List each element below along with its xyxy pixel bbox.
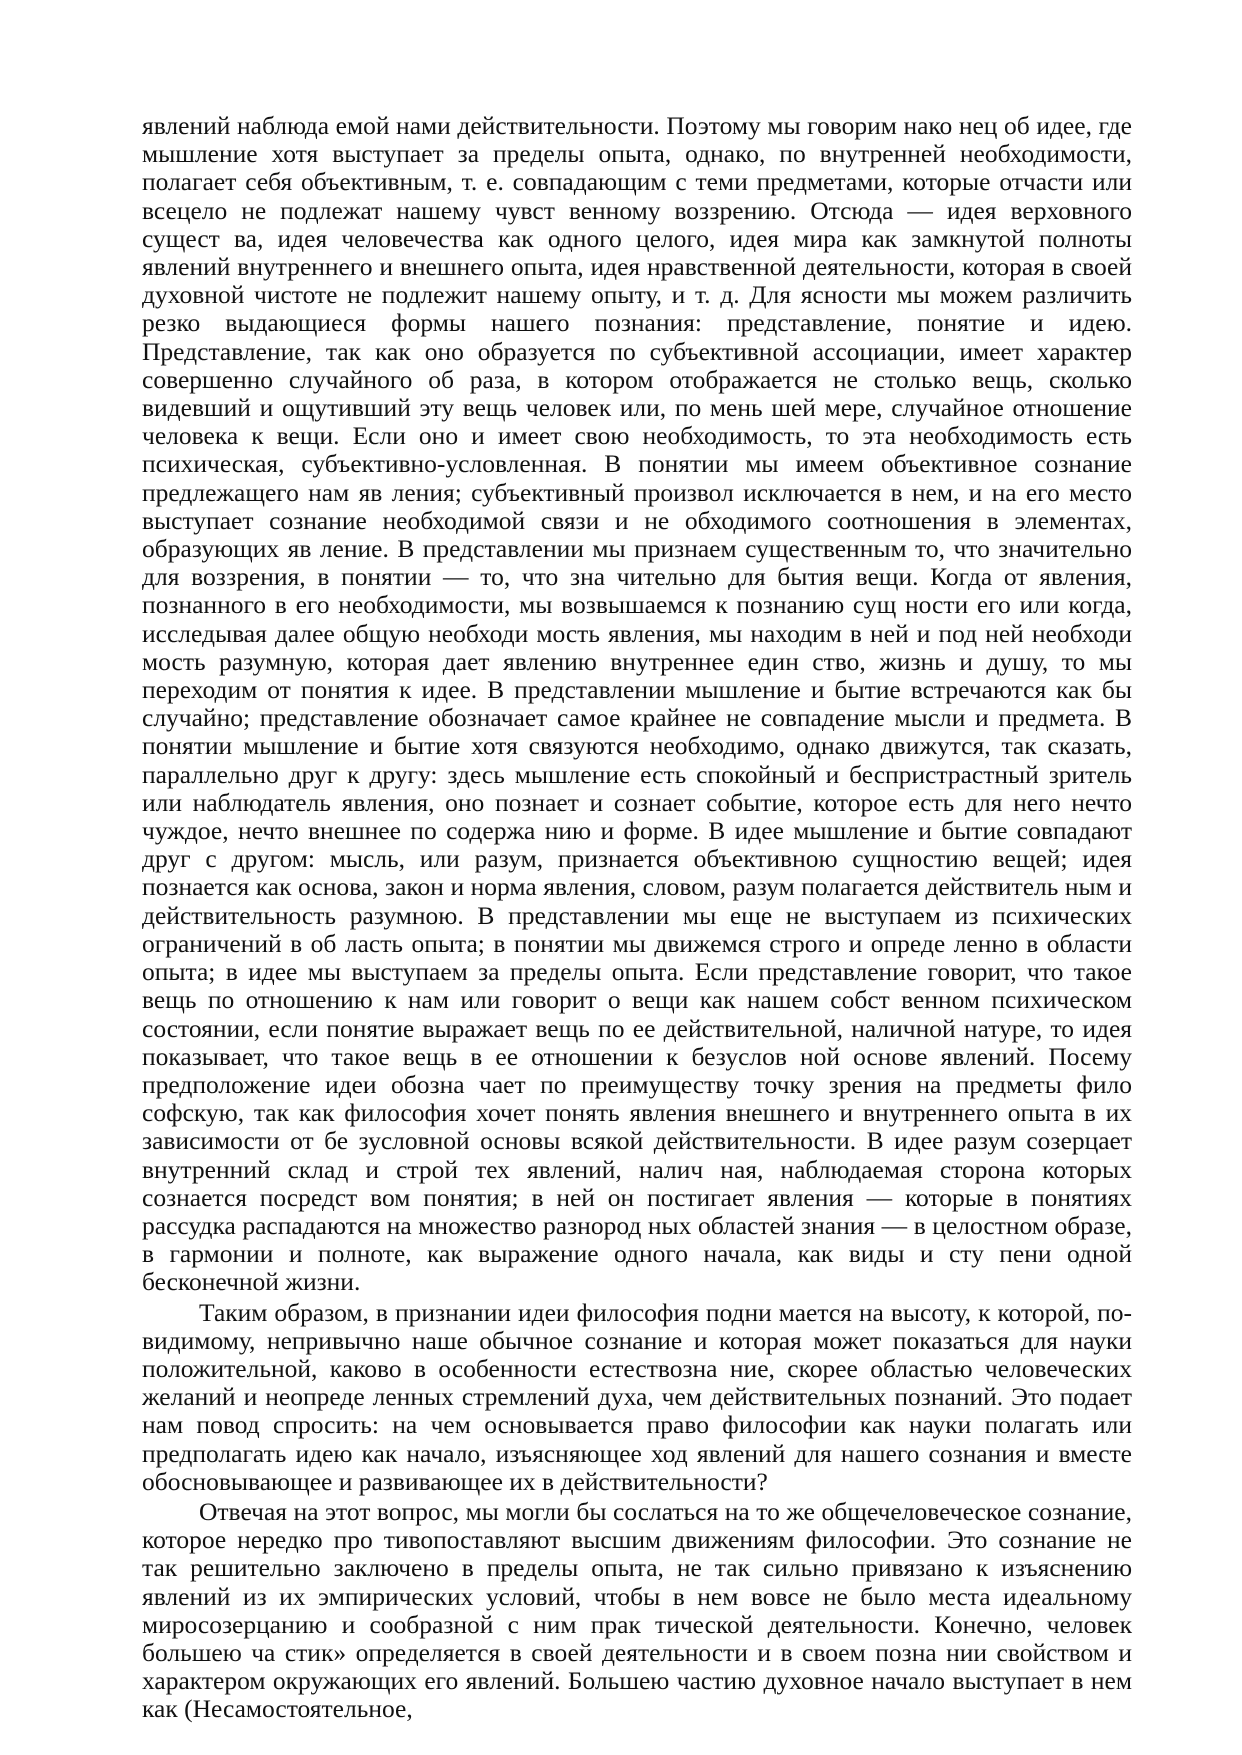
paragraph-answer-common-consciousness: Отвечая на этот вопрос, мы могли бы сослаться на то же общечеловеческое сознание, которое нередко про тивопоставляют высшим движениям философии. Это сознание не так решительно заключено в пределы опыта, не так сильно привязано к изъяснению явлений из их эмпирических условий, чтобы в нем вовсе не было места идеальному миросозерцанию и сообразной с ним прак тической деятельности. Конечно, человек большею ча стик» определяется в своей деятельности и в своем позна нии свойством и характером окружающих его явлений. Большею частию духовное начало выступает в нем как (Несамостоятельное,: [142, 1496, 1132, 1724]
document-page: [142, 112, 1132, 1724]
paragraph-ideas-forms-of-knowledge: явлений наблюда емой нами действительности. Поэтому мы говорим нако нец об идее, где мышление хотя выступает за пределы опыта, однако, по внутренней необходимости, полагает себя объективным, т. е. совпадающим с теми предметами, которые отчасти или всецело не подлежат нашему чувст венному воззрению. Отсюда — идея верховного сущест ва, идея человечества как одного целого, идея мира как замкнутой полноты явлений внутреннего и внешнего опыта, идея нравственной деятельности, которая в своей духовной чистоте не подлежит нашему опыту, и т. д. Для ясности мы можем различить резко выдающиеся формы нашего познания: представление, понятие и идею. Представление, так как оно образуется по субъективной ассоциации, имеет характер совершенно случайного об раза, в котором отображается не столько вещь, сколько видевший и ощутивший эту вещь человек или, по мень шей мере, случайное отношение человека к вещи. Если оно и имеет свою необходимость, то эта необходимость есть психическая, субъективно-условленная. В понятии мы имеем объективное сознание предлежащего нам яв ления; субъективный произвол исключается в нем, и на его место выступает сознание необходимой связи и не обходимого соотношения в элементах, образующих яв ление. В представлении мы признаем существенным то, что значительно для воззрения, в понятии — то, что зна чительно для бытия вещи. Когда от явления, познанного в его необходимости, мы возвышаемся к познанию сущ ности его или когда, исследывая далее общую необходи мость явления, мы находим в ней и под ней необходи мость разумную, которая дает явлению внутреннее един ство, жизнь и душу, то мы переходим от понятия к идее. В представлении мышление и бытие встречаются как бы случайно; представление обозначает самое крайнее не совпадение мысли и предмета. В понятии мышление и бытие хотя связуются необходимо, однако движутся, так сказать, параллельно друг к другу: здесь мышление есть спокойный и беспристрастный зритель или наблюдатель явления, оно познает и сознает событие, которое есть для него нечто чуждое, нечто внешнее по содержа нию и форме. В идее мышление и бытие совпадают друг с другом: мысль, или разум, признается объективною сущностию вещей; идея познается как основа, закон и норма явления, словом, разум полагается действитель ным и действительность разумною. В представлении мы еще не выступаем из психических ограничений в об ласть опыта; в понятии мы движемся строго и опреде ленно в области опыта; в идее мы выступаем за пределы опыта. Если представление говорит, что такое вещь по отношению к нам или говорит о вещи как нашем собст венном психическом состоянии, если понятие выражает вещь по ее действительной, наличной натуре, то идея показывает, что такое вещь в ее отношении к безуслов ной основе явлений. Посему предположение идеи обозна чает по преимуществу точку зрения на предметы фило софскую, так как философия хочет понять явления внешнего и внутреннего опыта в их зависимости от бе зусловной основы всякой действительности. В идее разум созерцает внутренний склад и строй тех явлений, налич ная, наблюдаемая сторона которых сознается посредст вом понятия; в ней он постигает явления — которые в понятиях рассудка распадаются на множество разнород ных областей знания — в целостном образе, в гармонии и полноте, как выражение одного начала, как виды и сту пени одной бесконечной жизни.: [142, 111, 1132, 1297]
paragraph-philosophy-height: Таким образом, в признании идеи философия подни мается на высоту, к которой, по-видимому, непривычно наше обычное сознание и которая может показаться для науки положительной, каково в особенности естествозна ние, скорее областью человеческих желаний и неопреде ленных стремлений духа, чем действительных познаний. Это подает нам повод спросить: на чем основывается право философии как науки полагать или предполагать идею как начало, изъясняющее ход явлений для нашего сознания и вместе обосновывающее и развивающее их в действительности?: [142, 1297, 1132, 1496]
